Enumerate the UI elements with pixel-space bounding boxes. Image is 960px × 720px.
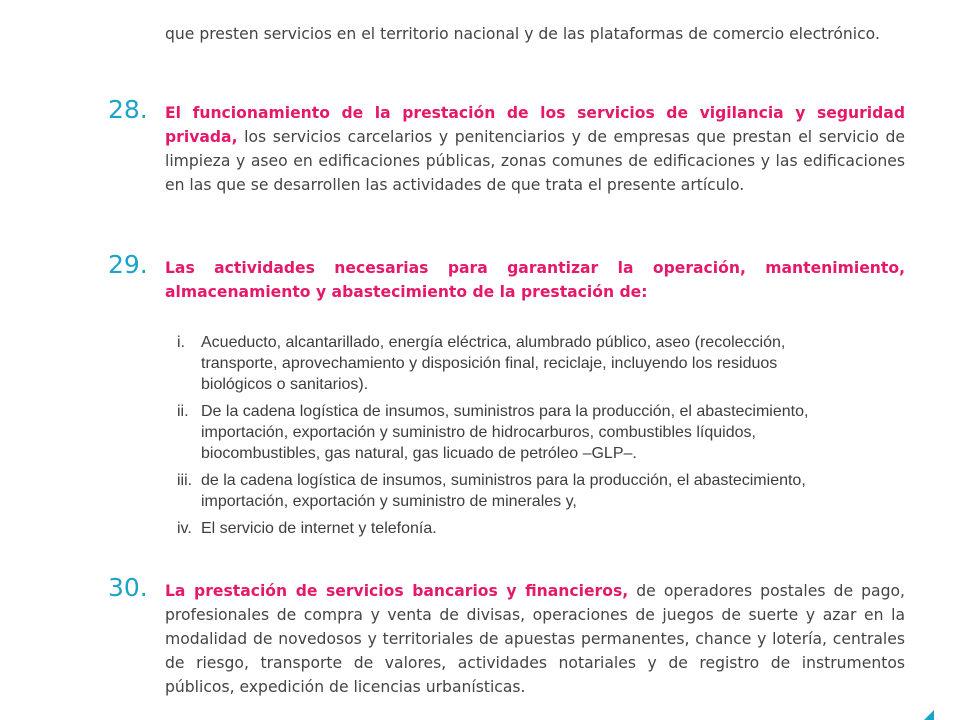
sublist-text: de la cadena logística de insumos, suministros para la producción, el abastecimiento, importación, exportación y suministro de minerales y, — [201, 472, 806, 510]
sublist-item — [177, 518, 837, 539]
item-text: de operadores postales de pago, profesionales de compra y venta de divisas, operaciones de juegos de suerte y azar en la modalidad de novedosos y territoriales de apuestas permanentes, chance y lotería, centrales de riesgo, transporte de valores, actividades notariales y de registro de instrumentos públicos, expedición de licencias urbanísticas. — [165, 582, 905, 696]
item-body — [165, 579, 905, 699]
item-text: los servicios carcelarios y penitenciarios y de empresas que prestan el servicio de limpieza y aseo en edificaciones públicas, zonas comunes de edificaciones y las edificaciones en las que se desarrollen las actividades de que trata el presente artículo. — [165, 128, 905, 194]
item-number: 29. — [108, 250, 148, 279]
item-highlight: El funcionamiento de la prestación de los servicios de vigilancia y seguridad privada, — [165, 104, 905, 146]
item-number: 28. — [108, 95, 148, 124]
item-body — [165, 256, 905, 304]
sublist-item — [177, 470, 837, 512]
sublist-numeral: i. — [177, 334, 185, 351]
sublist-text: De la cadena logística de insumos, suministros para la producción, el abastecimiento, importación, exportación y suministro de hidrocarburos, combustibles líquidos, biocombustibles, gas natural, gas licuado de petróleo –GLP–. — [201, 403, 809, 462]
item-highlight: La prestación de servicios bancarios y financieros, — [165, 582, 629, 600]
sublist-numeral: ii. — [177, 403, 189, 420]
item-number: 30. — [108, 573, 148, 602]
item-highlight: Las actividades necesarias para garantizar la operación, mantenimiento, almacenamiento y abastecimiento de la prestación de: — [165, 259, 905, 301]
sublist-text: El servicio de internet y telefonía. — [201, 520, 437, 537]
corner-triangle-decoration — [924, 710, 934, 720]
sublist-numeral: iv. — [177, 520, 192, 537]
sublist-text: Acueducto, alcantarillado, energía eléctrica, alumbrado público, aseo (recolección, transporte, aprovechamiento y disposición final, reciclaje, incluyendo los residuos biológicos o sanitarios). — [201, 334, 786, 393]
sublist — [177, 332, 837, 545]
continuation-paragraph: que presten servicios en el territorio nacional y de las plataformas de comercio electrónico. — [165, 25, 880, 43]
sublist-numeral: iii. — [177, 472, 193, 489]
sublist-item — [177, 401, 837, 464]
sublist-item — [177, 332, 837, 395]
item-body — [165, 101, 905, 197]
